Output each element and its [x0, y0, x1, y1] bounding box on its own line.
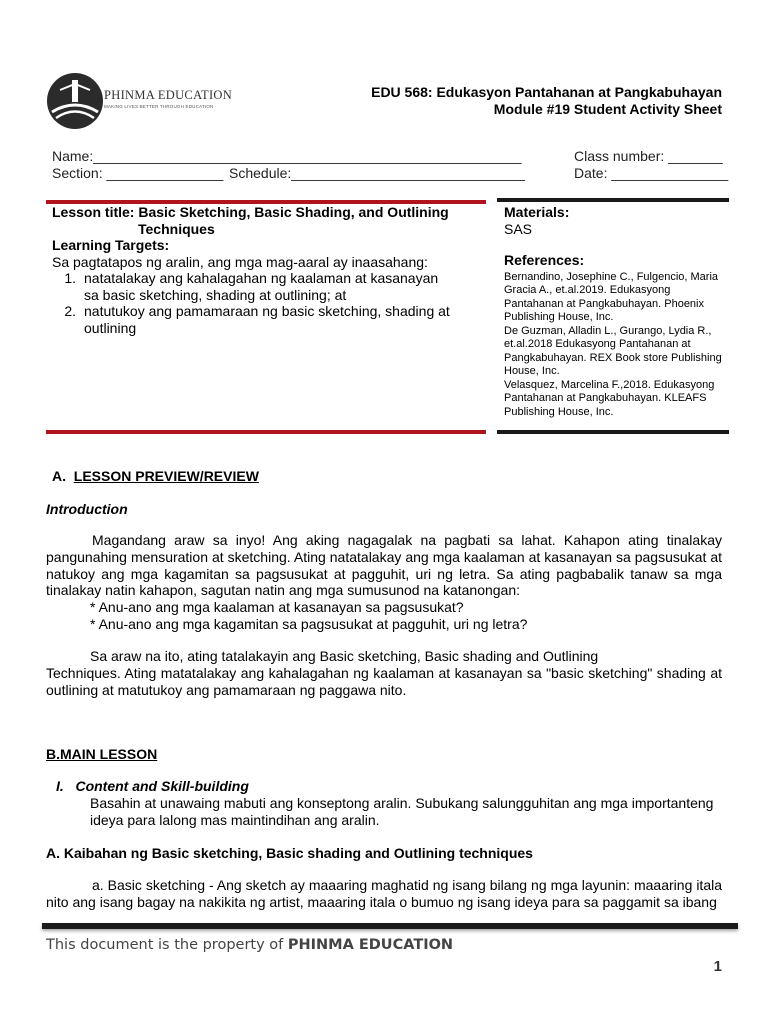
materials-box — [504, 204, 728, 419]
learning-targets-intro: Sa pagtatapos ng aralin, ang mga mag-aaral ay inaasahang: — [52, 253, 428, 270]
name-field: Name:_______________________________________________________ — [52, 148, 522, 164]
section-a-heading — [52, 468, 259, 484]
intro-paragraph: Magandang araw sa inyo! Ang aking nagagalak na pagbati sa lahat. Kahapon ating tinalakay pangunahing mensuration at sketching. Ating natatalakay ang mga kaalaman at kasanayan sa pagsusukat at natukoy ang mga kagamitan sa pagsusukat at pagguhit, uri ng letra. Sa ating pagbabalik tanaw sa mga tinalakay natin kahapon, sagutan natin ang mga sumusunod na katanongan: — [46, 532, 722, 599]
references-heading: References: — [504, 252, 585, 268]
introduction-heading: Introduction — [46, 501, 128, 517]
learning-target-item — [30, 270, 477, 303]
footer-ownership — [46, 937, 453, 953]
section-title: LESSON PREVIEW/REVIEW — [73, 468, 259, 484]
section-b-heading: B.MAIN LESSON — [46, 746, 158, 762]
review-question: * Anu-ano ang mga kagamitan sa pagsusukat at pagguhit, uri ng letra? — [90, 616, 528, 632]
item-number: 1. — [64, 270, 76, 286]
materials-heading: Materials: — [504, 204, 570, 220]
footer-brand: PHINMA EDUCATION — [287, 937, 454, 953]
content-skill-heading — [56, 778, 249, 794]
learning-targets-heading: Learning Targets: — [52, 237, 170, 253]
footer-text: This document is the property of — [46, 937, 288, 953]
reference-item: Bernandino, Josephine C., Fulgencio, Maria Gracia A., et.al.2019. Edukasyong Pantahanan at Pangkabuhayan. Phoenix Publishing House, Inc. — [504, 270, 719, 323]
logo-name: PHINMA EDUCATION — [104, 88, 233, 102]
review-question: * Anu-ano ang mga kaalaman at kasanayan sa pagsusukat? — [90, 599, 464, 615]
reference-item: Velasquez, Marcelina F.,2018. Edukasyong Pantahanan at Pangkabuhayan. KLEAFS Publishing House, Inc. — [504, 378, 715, 418]
basic-sketching-paragraph: a. Basic sketching - Ang sketch ay maaaring maghatid ng isang bilang ng mga layunin: maaaring itala nito ang isang bagay na nakikita ng artist, maaaring itala o bumuo ng isang ideya para sa paggamit sa ibang — [46, 877, 722, 910]
section-field: Section: _______________ — [52, 165, 224, 181]
sub-title: Content and Skill-building — [75, 778, 249, 794]
preview-paragraph: Techniques. Ating matatalakay ang kahalagahan ng kaalaman at kasanayan sa "basic sketching" shading at outlining at matutukoy ang pamamaraan ng paggawa nito. — [46, 665, 722, 698]
item-number: 2. — [64, 303, 76, 319]
item-text: natatalakay ang kahalagahan ng kaalaman at kasanayan sa basic sketching, shading at outlining; at — [84, 270, 439, 303]
preview-paragraph-line1: Sa araw na ito, ating tatalakayin ang Basic sketching, Basic shading and Outlining — [90, 648, 599, 664]
phinma-logo-icon — [46, 72, 104, 130]
module-title: Module #19 Student Activity Sheet — [493, 101, 722, 117]
footer-rule — [42, 923, 738, 929]
date-field: Date: _______________ — [574, 165, 729, 181]
document-header — [371, 84, 722, 118]
sub-number: I. — [56, 778, 64, 794]
lesson-title-cont: Techniques — [138, 220, 215, 237]
reference-item: De Guzman, Alladin L., Gurango, Lydia R., et.al.2018 Edukasyong Pantahanan at Pangkabuhayan. REX Book store Publishing House, Inc. — [504, 324, 722, 377]
course-title: EDU 568: Edukasyon Pantahanan at Pangkabuhayan — [371, 84, 722, 100]
materials-value: SAS — [504, 220, 533, 237]
materials-box-top-rule — [497, 198, 729, 202]
part-a-heading: A. Kaibahan ng Basic sketching, Basic shading and Outlining techniques — [46, 845, 533, 861]
schedule-field: Schedule:______________________________ — [229, 165, 525, 181]
logo-tagline: MAKING LIVES BETTER THROUGH EDUCATION — [104, 104, 214, 109]
item-text: natutukoy ang pamamaraan ng basic sketching, shading at outlining — [84, 303, 450, 336]
lesson-title: Lesson title: Basic Sketching, Basic Shading, and Outlining — [52, 204, 449, 220]
class-number-field: Class number: _______ — [574, 148, 723, 164]
lesson-box-bottom-rule — [46, 430, 486, 434]
content-skill-text: Basahin at unawaing mabuti ang konseptong aralin. Subukang salungguhitan ang mga importanteng ideya para lalong mas maintindihan ang aralin. — [90, 795, 714, 828]
learning-target-item — [30, 303, 477, 336]
section-letter: A. — [52, 468, 66, 484]
lesson-box — [52, 204, 477, 336]
materials-box-bottom-rule — [497, 430, 729, 434]
page-number: 1 — [713, 958, 722, 975]
